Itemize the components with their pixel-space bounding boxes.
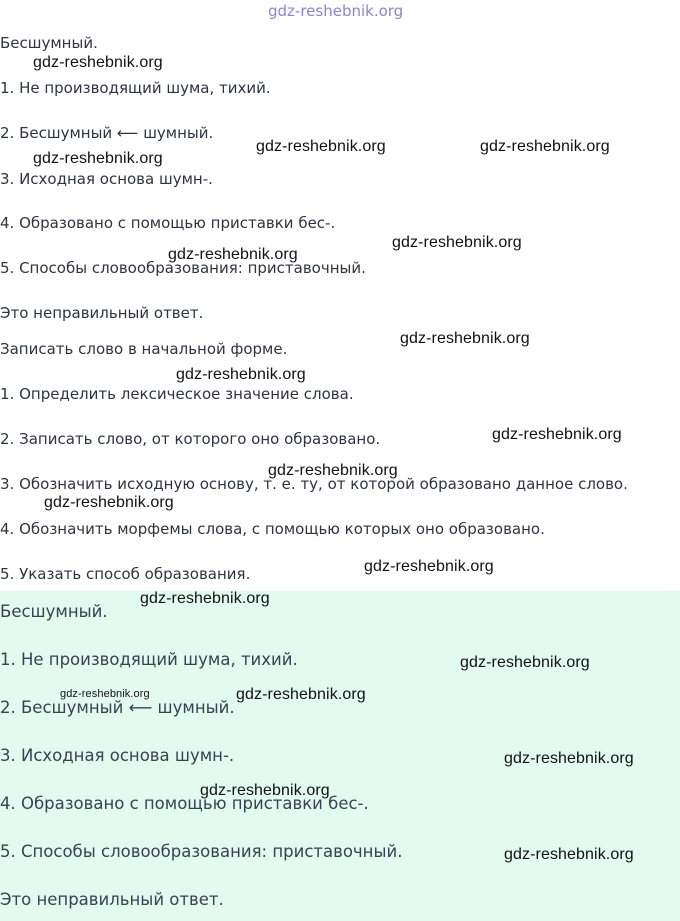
method-step-4: 4. Обозначить морфемы слова, с помощью которых оно образовано. [0,520,545,538]
analysis-item-5: 5. Способы словообразования: приставочный. [0,259,366,277]
method-step-2: 2. Записать слово, от которого оно образовано. [0,430,381,448]
watermark: gdz-reshebnik.org [60,688,150,700]
watermark: gdz-reshebnik.org [504,750,634,767]
watermark: gdz-reshebnik.org [480,138,610,155]
watermark: gdz-reshebnik.org [33,54,163,71]
answer-item-3: 3. Исходная основа шумн-. [0,746,235,765]
header-watermark[interactable]: gdz-reshebnik.org [268,2,404,20]
word-heading: Бесшумный. [0,34,98,52]
method-step-3: 3. Обозначить исходную основу, т. е. ту, от которой образовано данное слово. [0,475,628,493]
analysis-item-1: 1. Не производящий шума, тихий. [0,79,271,97]
watermark: gdz-reshebnik.org [256,138,386,155]
watermark: gdz-reshebnik.org [392,234,522,251]
analysis-item-3: 3. Исходная основа шумн-. [0,170,213,188]
watermark: gdz-reshebnik.org [236,686,366,703]
answer-word-heading: Бесшумный. [0,602,108,621]
watermark: gdz-reshebnik.org [168,246,298,263]
analysis-item-2: 2. Бесшумный ⟵ шумный. [0,124,214,142]
answer-item-1: 1. Не производящий шума, тихий. [0,650,298,669]
method-step-5: 5. Указать способ образования. [0,565,251,583]
answer-item-2: 2. Бесшумный ⟵ шумный. [0,698,235,717]
watermark: gdz-reshebnik.org [33,150,163,167]
verdict-text: Это неправильный ответ. [0,304,204,322]
analysis-item-4: 4. Образовано с помощью приставки бес-. [0,214,336,232]
method-step-1: 1. Определить лексическое значение слова. [0,385,354,403]
watermark: gdz-reshebnik.org [200,782,330,799]
answer-verdict: Это неправильный ответ. [0,890,224,909]
watermark: gdz-reshebnik.org [492,426,622,443]
watermark: gdz-reshebnik.org [268,462,398,479]
watermark: gdz-reshebnik.org [460,654,590,671]
watermark: gdz-reshebnik.org [504,846,634,863]
answer-item-5: 5. Способы словообразования: приставочный. [0,842,403,861]
watermark: gdz-reshebnik.org [364,558,494,575]
answer-item-4: 4. Образовано с помощью приставки бес-. [0,794,369,813]
watermark: gdz-reshebnik.org [140,590,270,607]
watermark: gdz-reshebnik.org [176,366,306,383]
watermark: gdz-reshebnik.org [44,494,174,511]
task-text: Записать слово в начальной форме. [0,340,288,358]
watermark: gdz-reshebnik.org [400,330,530,347]
